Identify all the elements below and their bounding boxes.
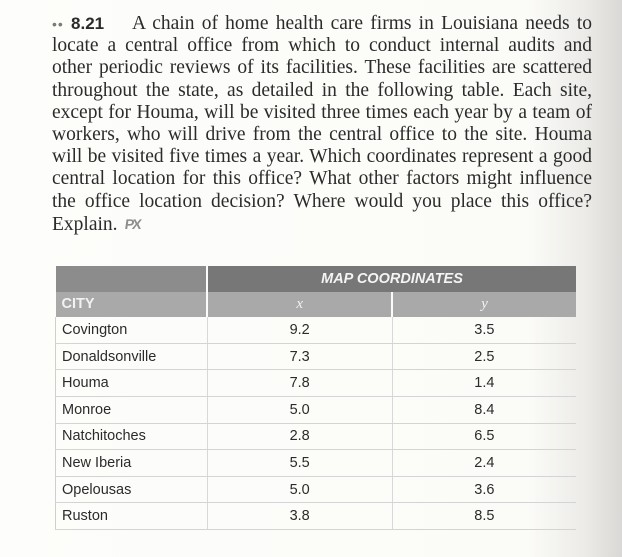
coordinates-table [55,266,576,530]
x-cell: 7.8 [207,370,392,397]
table-row [56,476,577,503]
table-row [56,343,577,370]
y-cell: 8.5 [392,503,576,530]
city-cell: Houma [56,370,208,397]
px-icon: PX [124,215,142,232]
x-cell: 3.8 [207,503,392,530]
table-group-header-row [56,266,577,292]
city-cell: Opelousas [56,476,208,503]
difficulty-dots: •• [52,16,64,32]
y-cell: 3.5 [392,317,576,343]
y-cell: 2.5 [392,343,576,370]
map-coordinates-header: MAP COORDINATES [207,266,576,292]
x-cell: 5.5 [207,450,392,477]
x-cell: 7.3 [207,343,392,370]
y-cell: 3.6 [392,476,576,503]
table-row [56,503,577,530]
y-cell: 2.4 [392,450,576,477]
city-cell: Covington [56,317,208,343]
problem-text: A chain of home health care firms in Louisiana needs to locate a central office from which to conduct internal audits and other periodic reviews of its facilities. These facilities are scattered throughout the state, as detailed in the following table. Each site, except for Houma, will be visited three times each year by a team of workers, who will drive from the central office to the site. Houma will be visited five times a year. Which coordinates represent a good central location for this office? What other factors might influence the office location decision? Where would you place this office? Explain. [52,13,592,235]
table-row [56,396,577,423]
problem-statement [52,13,592,236]
x-cell: 5.0 [207,396,392,423]
y-cell: 6.5 [392,423,576,450]
x-cell: 5.0 [207,476,392,503]
x-cell: 9.2 [207,317,392,343]
x-column-header: x [207,292,392,318]
city-column-header: CITY [56,292,208,318]
y-column-header: y [392,292,576,318]
city-cell: Ruston [56,503,208,530]
table-row [56,370,577,397]
table-column-header-row [56,292,577,318]
city-cell: Natchitoches [56,423,208,450]
city-cell: New Iberia [56,450,208,477]
city-cell: Donaldsonville [56,343,208,370]
x-cell: 2.8 [207,423,392,450]
table-row [56,450,577,477]
table-row [56,423,577,450]
table-row [56,317,577,343]
city-cell: Monroe [56,396,208,423]
table-header-blank [56,266,208,292]
problem-number: 8.21 [71,14,105,33]
y-cell: 8.4 [392,396,576,423]
y-cell: 1.4 [392,370,576,397]
